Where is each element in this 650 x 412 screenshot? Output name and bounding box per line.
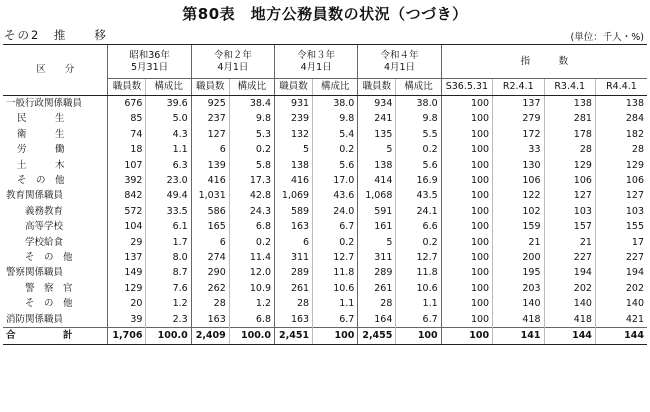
table-cell: 589	[275, 204, 313, 219]
table-cell: 227	[544, 250, 595, 265]
count-header: 職員数	[358, 79, 396, 96]
table-cell: 227	[595, 250, 647, 265]
table-cell: 2.3	[146, 312, 191, 328]
table-cell: 261	[275, 281, 313, 296]
table-cell: 203	[493, 281, 544, 296]
table-cell: 241	[358, 111, 396, 126]
table-cell: 100	[441, 265, 492, 280]
table-cell: 155	[595, 219, 647, 234]
table-cell: 163	[275, 312, 313, 328]
table-cell: 418	[493, 312, 544, 328]
table-cell: 138	[358, 158, 396, 173]
row-label: そ の 他	[25, 252, 73, 264]
table-cell: 194	[595, 265, 647, 280]
table-cell: 6.1	[146, 219, 191, 234]
ratio-header: 構成比	[396, 79, 441, 96]
unit-note: (単位：千人・%)	[570, 32, 644, 43]
table-cell: 42.8	[229, 188, 274, 203]
table-row	[3, 142, 647, 157]
row-label: 警 察 官	[25, 282, 73, 294]
table-cell: 103	[544, 204, 595, 219]
index-col-header: R3.4.1	[544, 79, 595, 96]
header-row-1	[3, 45, 647, 79]
table-cell: 106	[544, 173, 595, 188]
table-row	[3, 250, 647, 265]
table-cell: 100	[441, 296, 492, 311]
table-cell: 591	[358, 204, 396, 219]
table-cell: 100	[441, 127, 492, 142]
table-cell: 129	[544, 158, 595, 173]
table-cell: 100	[441, 111, 492, 126]
table-cell: 129	[595, 158, 647, 173]
table-cell: 178	[544, 127, 595, 142]
table-cell: 6.7	[396, 312, 441, 328]
table-cell: 6.7	[313, 312, 358, 328]
row-label: そ の 他	[17, 175, 65, 187]
table-subtitle: その2 推 移	[4, 28, 108, 42]
table-cell: 163	[191, 312, 229, 328]
table-cell: 416	[275, 173, 313, 188]
table-row	[3, 265, 647, 280]
table-cell: 144	[544, 328, 595, 344]
index-col-header: R4.4.1	[595, 79, 647, 96]
table-row	[3, 328, 647, 344]
table-cell: 28	[358, 296, 396, 311]
count-header: 職員数	[108, 79, 146, 96]
table-cell: 1.2	[146, 296, 191, 311]
table-row	[3, 96, 647, 112]
table-cell: 2,455	[358, 328, 396, 344]
table-cell: 100	[441, 142, 492, 157]
index-col-header: S36.5.31	[441, 79, 492, 96]
table-cell: 934	[358, 96, 396, 112]
table-cell: 931	[275, 96, 313, 112]
table-cell: 311	[275, 250, 313, 265]
ratio-header: 構成比	[229, 79, 274, 96]
table-cell: 100.0	[146, 328, 191, 344]
row-label: そ の 他	[25, 298, 73, 310]
table-cell: 38.0	[313, 96, 358, 112]
table-cell: 163	[275, 219, 313, 234]
table-cell: 159	[493, 219, 544, 234]
row-label: 衛 生	[17, 128, 65, 140]
table-cell: 195	[493, 265, 544, 280]
table-cell: 140	[595, 296, 647, 311]
table-row	[3, 204, 647, 219]
table-cell: 144	[595, 328, 647, 344]
table-cell: 29	[108, 235, 146, 250]
table-cell: 107	[108, 158, 146, 173]
table-cell: 7.6	[146, 281, 191, 296]
table-cell: 149	[108, 265, 146, 280]
row-label: 学校給食	[25, 236, 64, 248]
table-cell: 100	[441, 281, 492, 296]
table-cell: 5.5	[396, 127, 441, 142]
table-cell: 11.4	[229, 250, 274, 265]
table-cell: 0.2	[396, 142, 441, 157]
table-cell: 38.4	[229, 96, 274, 112]
table-cell: 202	[595, 281, 647, 296]
table-cell: 1.1	[396, 296, 441, 311]
table-cell: 5.6	[396, 158, 441, 173]
table-cell: 24.1	[396, 204, 441, 219]
table-cell: 74	[108, 127, 146, 142]
table-cell: 33	[493, 142, 544, 157]
table-cell: 127	[595, 188, 647, 203]
category-header: 区 分	[3, 45, 108, 96]
table-cell: 0.2	[396, 235, 441, 250]
table-cell: 1,031	[191, 188, 229, 203]
table-cell: 100.0	[229, 328, 274, 344]
table-cell: 127	[191, 127, 229, 142]
table-cell: 5.4	[313, 127, 358, 142]
table-row	[3, 281, 647, 296]
table-cell: 100	[441, 219, 492, 234]
table-cell: 137	[108, 250, 146, 265]
table-cell: 6.7	[313, 219, 358, 234]
table-cell: 39	[108, 312, 146, 328]
table-cell: 24.3	[229, 204, 274, 219]
table-cell: 6.8	[229, 312, 274, 328]
table-cell: 416	[191, 173, 229, 188]
table-cell: 9.8	[229, 111, 274, 126]
table-cell: 122	[493, 188, 544, 203]
table-cell: 17.0	[313, 173, 358, 188]
table-cell: 842	[108, 188, 146, 203]
table-row	[3, 173, 647, 188]
table-cell: 100	[441, 96, 492, 112]
table-cell: 43.6	[313, 188, 358, 203]
table-cell: 12.7	[313, 250, 358, 265]
table-cell: 586	[191, 204, 229, 219]
row-label: 義務教育	[25, 205, 64, 217]
table-cell: 85	[108, 111, 146, 126]
table-cell: 130	[493, 158, 544, 173]
table-cell: 237	[191, 111, 229, 126]
row-label: 民 生	[17, 113, 65, 125]
table-cell: 100	[396, 328, 441, 344]
table-cell: 161	[358, 219, 396, 234]
table-cell: 5	[358, 235, 396, 250]
table-cell: 421	[595, 312, 647, 328]
table-cell: 28	[275, 296, 313, 311]
table-cell: 572	[108, 204, 146, 219]
index-col-header: R2.4.1	[493, 79, 544, 96]
table-cell: 1,706	[108, 328, 146, 344]
table-row	[3, 158, 647, 173]
table-cell: 132	[275, 127, 313, 142]
table-cell: 139	[191, 158, 229, 173]
table-cell: 9.8	[313, 111, 358, 126]
table-cell: 16.9	[396, 173, 441, 188]
table-cell: 11.8	[313, 265, 358, 280]
table-cell: 138	[275, 158, 313, 173]
table-cell: 21	[544, 235, 595, 250]
table-cell: 5.8	[229, 158, 274, 173]
table-cell: 49.4	[146, 188, 191, 203]
table-row	[3, 235, 647, 250]
table-row	[3, 312, 647, 328]
year-header: 令和３年 4月1日	[275, 45, 358, 79]
table-cell: 100	[441, 158, 492, 173]
table-cell: 0.2	[313, 235, 358, 250]
table-cell: 127	[544, 188, 595, 203]
table-cell: 100	[441, 312, 492, 328]
table-cell: 676	[108, 96, 146, 112]
table-cell: 100	[441, 188, 492, 203]
table-cell: 5.3	[229, 127, 274, 142]
table-cell: 8.0	[146, 250, 191, 265]
table-cell: 20	[108, 296, 146, 311]
table-cell: 194	[544, 265, 595, 280]
table-cell: 6	[191, 235, 229, 250]
table-cell: 1.2	[229, 296, 274, 311]
table-cell: 6.8	[229, 219, 274, 234]
table-cell: 281	[544, 111, 595, 126]
table-cell: 18	[108, 142, 146, 157]
table-cell: 5.0	[146, 111, 191, 126]
table-cell: 43.5	[396, 188, 441, 203]
table-cell: 164	[358, 312, 396, 328]
table-cell: 137	[493, 96, 544, 112]
table-cell: 135	[358, 127, 396, 142]
table-cell: 414	[358, 173, 396, 188]
table-cell: 11.8	[396, 265, 441, 280]
count-header: 職員数	[191, 79, 229, 96]
table-row	[3, 127, 647, 142]
year-header: 令和４年 4月1日	[358, 45, 441, 79]
table-cell: 103	[595, 204, 647, 219]
table-cell: 100	[441, 173, 492, 188]
table-cell: 28	[191, 296, 229, 311]
table-body	[3, 96, 647, 345]
row-label: 土 木	[17, 159, 65, 171]
table-cell: 418	[544, 312, 595, 328]
table-cell: 33.5	[146, 204, 191, 219]
table-cell: 17	[595, 235, 647, 250]
table-cell: 925	[191, 96, 229, 112]
table-cell: 100	[441, 328, 492, 344]
table-cell: 1.1	[146, 142, 191, 157]
table-cell: 5	[275, 142, 313, 157]
table-cell: 284	[595, 111, 647, 126]
table-cell: 12.7	[396, 250, 441, 265]
table-cell: 24.0	[313, 204, 358, 219]
row-label: 消防関係職員	[6, 313, 64, 325]
table-cell: 9.8	[396, 111, 441, 126]
table-cell: 17.3	[229, 173, 274, 188]
table-cell: 274	[191, 250, 229, 265]
table-cell: 104	[108, 219, 146, 234]
table-cell: 39.6	[146, 96, 191, 112]
table-cell: 100	[441, 204, 492, 219]
table-cell: 23.0	[146, 173, 191, 188]
year-header: 昭和36年 5月31日	[108, 45, 191, 79]
table-cell: 279	[493, 111, 544, 126]
table-cell: 8.7	[146, 265, 191, 280]
table-cell: 10.9	[229, 281, 274, 296]
table-cell: 106	[595, 173, 647, 188]
table-cell: 392	[108, 173, 146, 188]
table-cell: 200	[493, 250, 544, 265]
table-cell: 4.3	[146, 127, 191, 142]
table-cell: 261	[358, 281, 396, 296]
table-cell: 6.3	[146, 158, 191, 173]
count-header: 職員数	[275, 79, 313, 96]
table-cell: 141	[493, 328, 544, 344]
table-cell: 106	[493, 173, 544, 188]
table-cell: 10.6	[313, 281, 358, 296]
row-label: 労 働	[17, 144, 65, 156]
ratio-header: 構成比	[313, 79, 358, 96]
table-cell: 289	[358, 265, 396, 280]
table-cell: 100	[313, 328, 358, 344]
table-cell: 165	[191, 219, 229, 234]
year-header: 令和２年 4月1日	[191, 45, 274, 79]
table-cell: 102	[493, 204, 544, 219]
table-cell: 140	[493, 296, 544, 311]
table-cell: 1,068	[358, 188, 396, 203]
table-cell: 38.0	[396, 96, 441, 112]
row-label: 警察関係職員	[6, 267, 64, 279]
page-title: 第80表 地方公務員数の状況（つづき）	[182, 5, 468, 23]
staff-table	[3, 44, 647, 345]
table-cell: 0.2	[313, 142, 358, 157]
table-cell: 1,069	[275, 188, 313, 203]
table-cell: 28	[595, 142, 647, 157]
table-cell: 129	[108, 281, 146, 296]
row-label: 教育関係職員	[6, 190, 64, 202]
table-row	[3, 219, 647, 234]
table-cell: 28	[544, 142, 595, 157]
table-cell: 12.0	[229, 265, 274, 280]
table-cell: 157	[544, 219, 595, 234]
table-row	[3, 296, 647, 311]
ratio-header: 構成比	[146, 79, 191, 96]
table-cell: 100	[441, 250, 492, 265]
row-label: 高等学校	[25, 221, 64, 233]
table-cell: 172	[493, 127, 544, 142]
table-cell: 290	[191, 265, 229, 280]
table-cell: 239	[275, 111, 313, 126]
table-cell: 182	[595, 127, 647, 142]
index-header: 指 数	[441, 45, 647, 79]
table-cell: 202	[544, 281, 595, 296]
table-cell: 262	[191, 281, 229, 296]
table-cell: 1.7	[146, 235, 191, 250]
table-cell: 289	[275, 265, 313, 280]
table-cell: 5.6	[313, 158, 358, 173]
table-cell: 2,451	[275, 328, 313, 344]
table-row	[3, 111, 647, 126]
table-row	[3, 188, 647, 203]
table-cell: 138	[595, 96, 647, 112]
table-cell: 0.2	[229, 235, 274, 250]
table-cell: 138	[544, 96, 595, 112]
table-cell: 0.2	[229, 142, 274, 157]
table-cell: 5	[358, 142, 396, 157]
table-cell: 100	[441, 235, 492, 250]
table-cell: 21	[493, 235, 544, 250]
row-label: 合 計	[3, 328, 108, 344]
table-cell: 6.6	[396, 219, 441, 234]
table-cell: 2,409	[191, 328, 229, 344]
row-label: 一般行政関係職員	[6, 98, 83, 109]
table-cell: 6	[275, 235, 313, 250]
table-cell: 10.6	[396, 281, 441, 296]
table-cell: 140	[544, 296, 595, 311]
table-cell: 6	[191, 142, 229, 157]
table-cell: 311	[358, 250, 396, 265]
table-cell: 1.1	[313, 296, 358, 311]
